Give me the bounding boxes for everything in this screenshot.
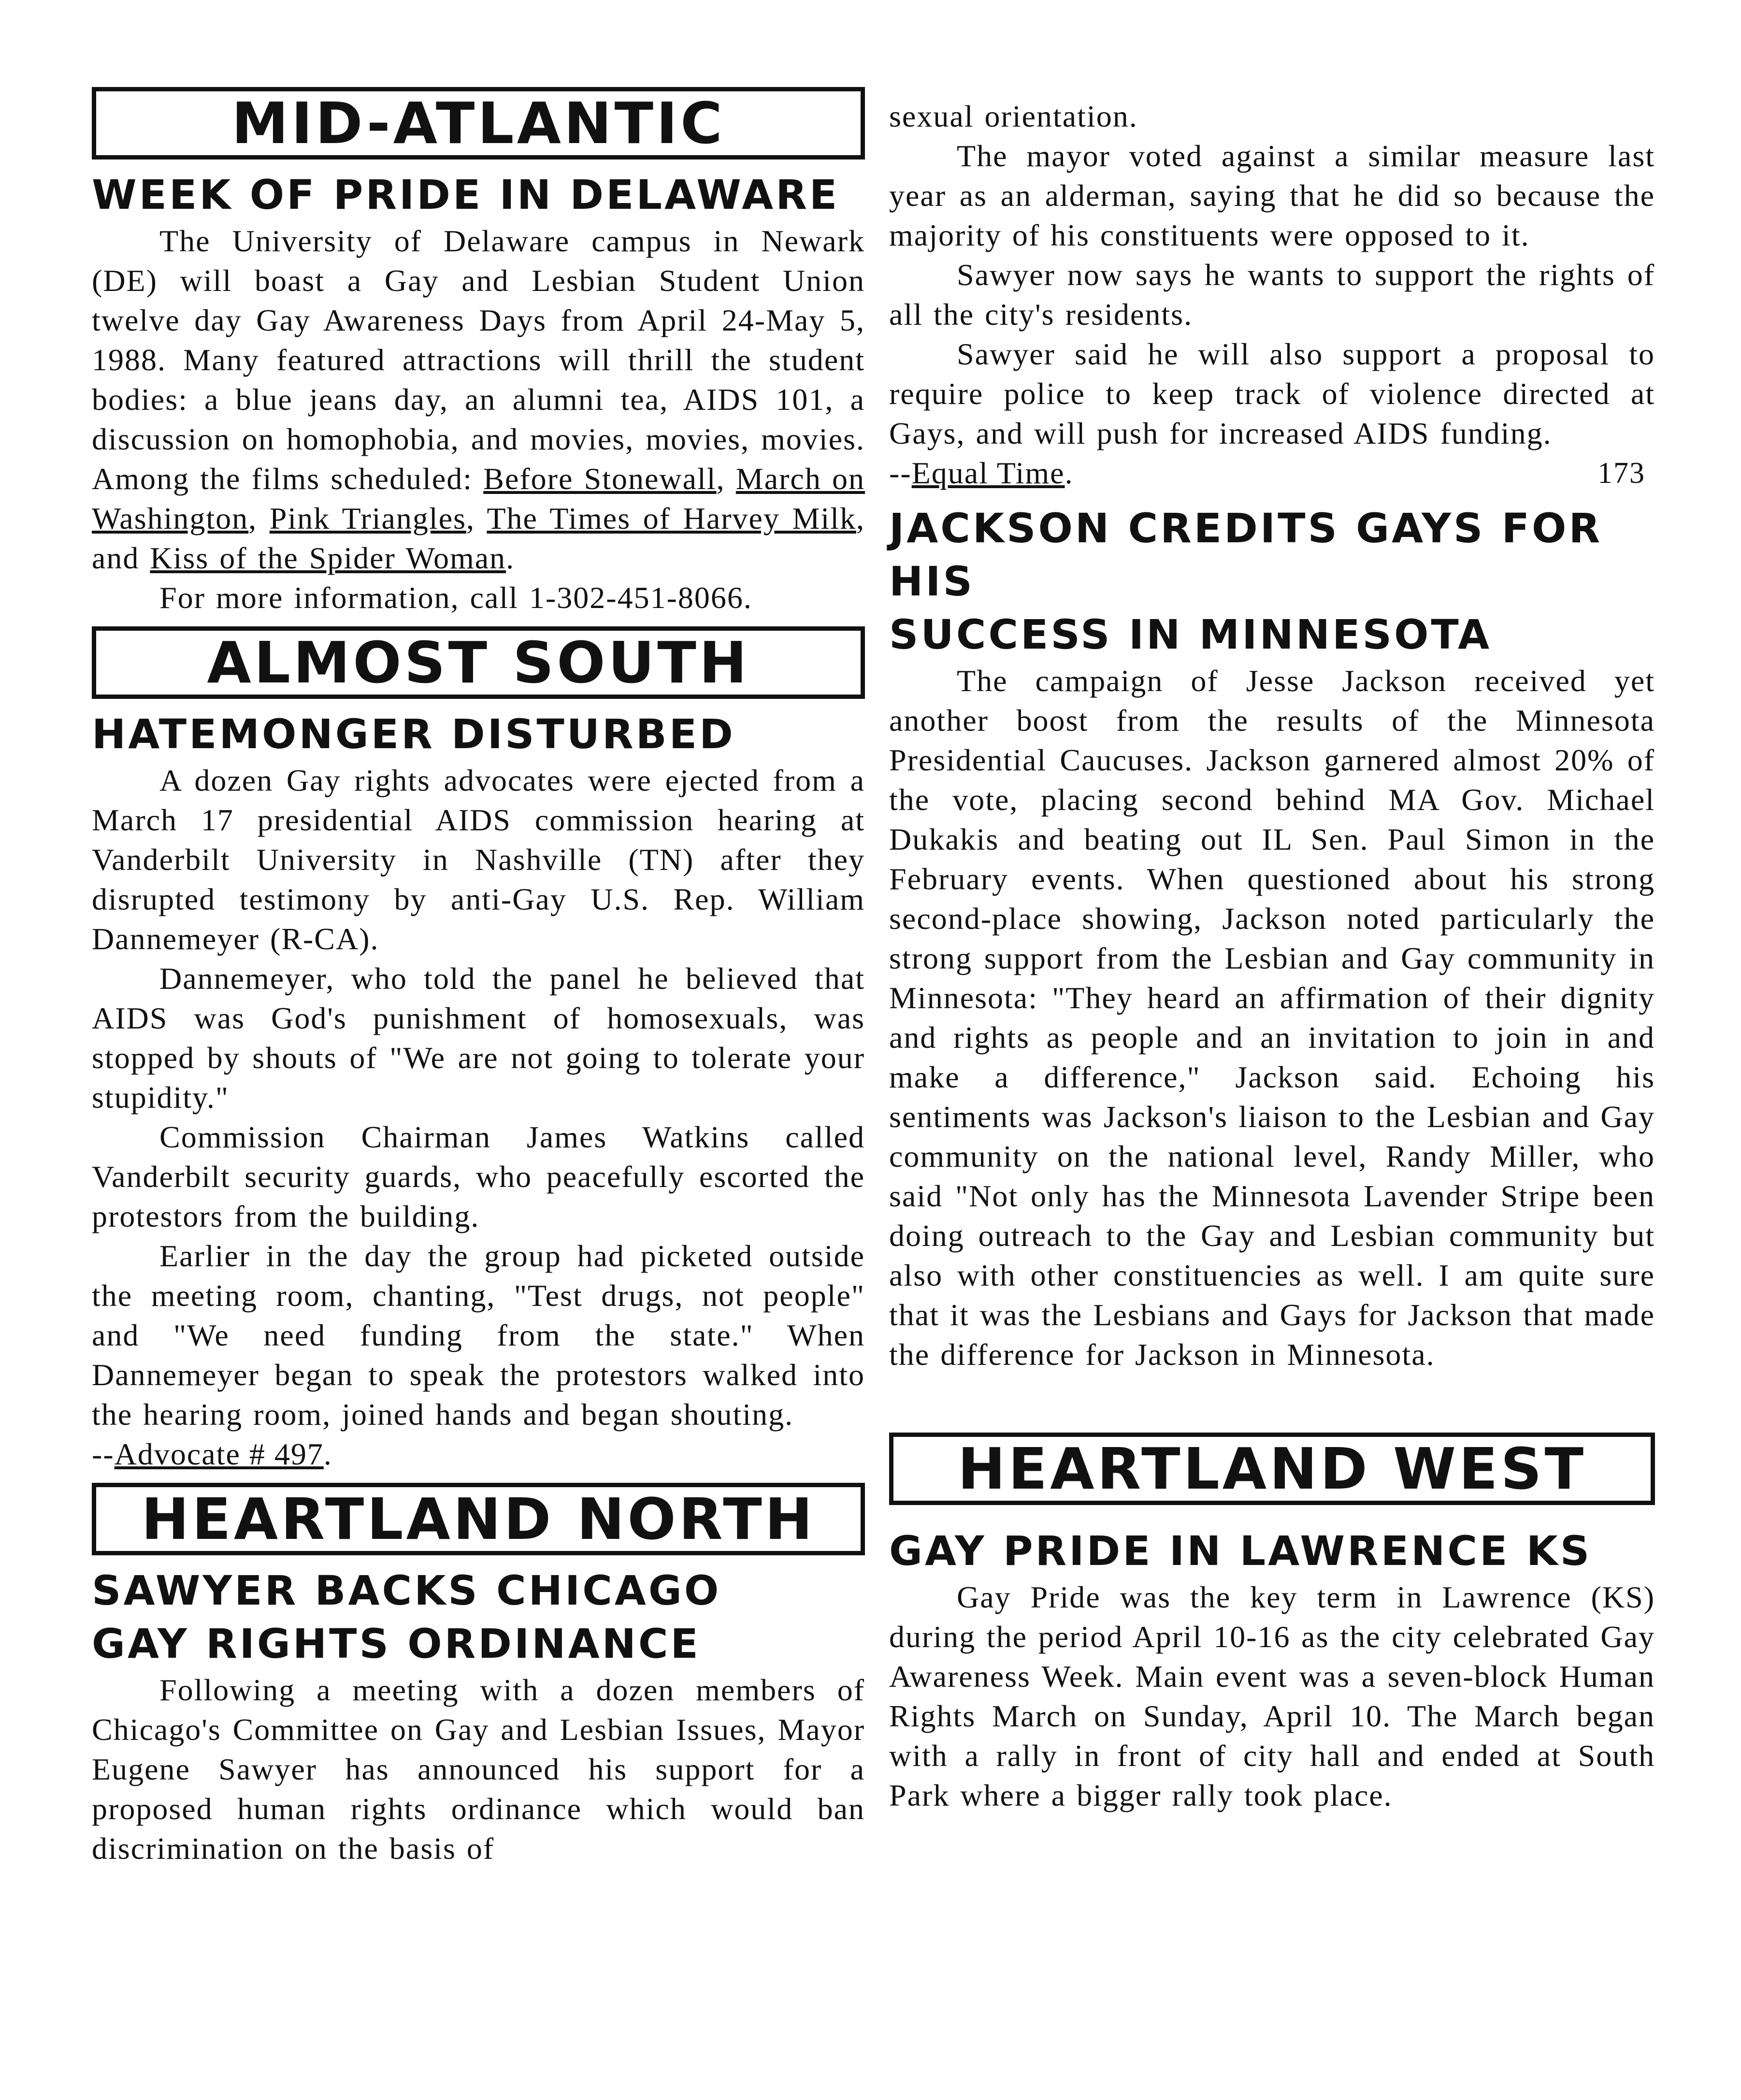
right-column [889,97,1655,1815]
article-paragraph: Sawyer said he will also support a proposal to require police to keep track of violence directed at Gays, and will push for increased AIDS funding. [889,337,1655,450]
article-paragraph-continued: sexual orientation. [889,99,1138,133]
headline-gay-rights-ordinance: GAY RIGHTS ORDINANCE [92,1620,701,1667]
film-title: The Times of Harvey Milk [487,501,856,536]
section-banner-heartland-north: HEARTLAND NORTH [92,1483,865,1555]
article-paragraph: Earlier in the day the group had picketed outside the meeting room, chanting, "Test drugs, not people" and "We need funding from the state." When Dannemeyer began to speak the protestors walked into the hearing room, joined hands and began shouting. [92,1239,865,1432]
film-title: Pink Triangles [269,501,466,536]
film-title: March on Washington [92,462,865,536]
section-banner-mid-atlantic: MID-ATLANTIC [92,87,865,159]
article-paragraph: Commission Chairman James Watkins called Vanderbilt security guards, who peacefully escorted the protestors from the building. [92,1120,865,1233]
article-paragraph: The mayor voted against a similar measure last year as an alderman, saying that he did so because the majority of his constituents were opposed to it. [889,139,1655,252]
article-source: 173 --Equal Time. [889,453,1655,493]
article-paragraph: The campaign of Jesse Jackson received yet another boost from the results of the Minnesota Presidential Caucuses. Jackson garnered almost 20% of the vote, placing second behind MA Gov. Michael Dukakis and beating out IL Sen. Paul Simon in the February events. When questioned about his strong second-place showing, Jackson noted particularly the strong support from the Lesbian and Gay community in Minnesota: "They heard an affirmation of their dignity and rights as people and an invitation to join in and make a difference," Jackson said. Echoing his sentiments was Jackson's liaison to the Lesbian and Gay community on the national level, Randy Miller, who said "Not only has the Minnesota Lavender Stripe been doing outreach to the Gay and Lesbian community but also with other constituencies as well. I am quite sure that it was the Lesbians and Gays for Jackson that made the difference for Jackson in Minnesota. [889,664,1655,1372]
article-source: --Advocate # 497. [92,1437,332,1471]
article-paragraph: For more information, call 1-302-451-8066. [159,580,752,615]
film-title: Before Stonewall [483,462,717,496]
section-banner-almost-south: ALMOST SOUTH [92,626,865,699]
headline-jackson-credits-gays: JACKSON CREDITS GAYS FOR HIS [889,505,1603,605]
film-title: Kiss of the Spider Woman [150,541,506,575]
left-column [92,87,865,1868]
headline-sawyer-backs-chicago: SAWYER BACKS CHICAGO [92,1567,721,1614]
article-paragraph: A dozen Gay rights advocates were ejected from a March 17 presidential AIDS commission hearing at Vanderbilt University in Nashville (TN) after they disrupted testimony by anti-Gay U.S. Rep. William Dannemeyer (R-CA). [92,763,865,956]
article-paragraph: Dannemeyer, who told the panel he believed that AIDS was God's punishment of homosexuals, was stopped by shouts of "We are not going to tolerate your stupidity." [92,961,865,1115]
article-paragraph: Following a meeting with a dozen members of Chicago's Committee on Gay and Lesbian Issues, Mayor Eugene Sawyer has announced his support for a proposed human rights ordinance which would ban discrimination on the basis of [92,1673,865,1866]
article-paragraph: The University of Delaware campus in Newark (DE) will boast a Gay and Lesbian Student Union twelve day Gay Awareness Days from April 24-May 5, 1988. Many featured attractions will thrill the student bodies: a blue jeans day, an alumni tea, AIDS 101, a discussion on homophobia, and movies, movies, movies. Among the films scheduled: Before Stonewall, March on Washington, Pink Triangles, The Times of Harvey Milk, and Kiss of the Spider Woman. [92,224,865,575]
headline-week-of-pride: WEEK OF PRIDE IN DELAWARE [92,171,840,218]
article-paragraph: Gay Pride was the key term in Lawrence (KS) during the period April 10-16 as the city celebrated Gay Awareness Week. Main event was a seven-block Human Rights March on Sunday, April 10. The March began with a rally in front of city hall and ended at South Park where a bigger rally took place. [889,1580,1655,1812]
headline-hatemonger-disturbed: HATEMONGER DISTURBED [92,710,735,758]
page-number: 173 [1597,457,1645,490]
headline-gay-pride-lawrence: GAY PRIDE IN LAWRENCE KS [889,1527,1592,1575]
section-banner-heartland-west: HEARTLAND WEST [889,1433,1655,1505]
headline-success-in-minnesota: SUCCESS IN MINNESOTA [889,611,1492,658]
article-paragraph: Sawyer now says he wants to support the rights of all the city's residents. [889,258,1655,332]
